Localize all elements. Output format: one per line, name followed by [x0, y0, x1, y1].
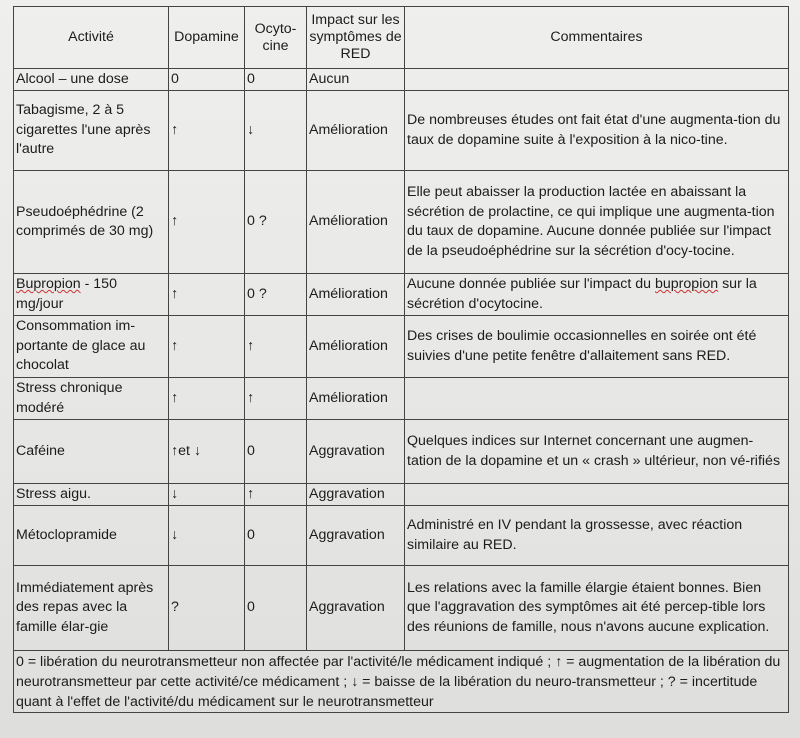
- cell-impact: Amélioration: [307, 316, 405, 378]
- header-ocytocine: Ocyto-cine: [245, 7, 307, 69]
- cell-impact: Aggravation: [307, 484, 405, 506]
- cell-commentaires: Administré en IV pendant la grossesse, avec réaction similaire au RED.: [405, 506, 789, 566]
- cell-ocytocine: ↓: [245, 91, 307, 171]
- cell-activite: Alcool – une dose: [14, 69, 169, 91]
- cell-impact: Aggravation: [307, 506, 405, 566]
- cell-activite: Stress aigu.: [14, 484, 169, 506]
- cell-activite: Métoclopramide: [14, 506, 169, 566]
- table-row: [14, 484, 789, 506]
- header-activite: Activité: [14, 7, 169, 69]
- cell-ocytocine: 0: [245, 69, 307, 91]
- spellcheck-word: bupropion: [655, 276, 719, 292]
- cell-dopamine: ?: [169, 566, 245, 651]
- cell-commentaires: [405, 378, 789, 420]
- cell-commentaires: Des crises de boulimie occasionnelles en soirée ont été suivies d'une petite fenêtre d'allaitement sans RED.: [405, 316, 789, 378]
- cell-dopamine: ↑: [169, 378, 245, 420]
- cell-dopamine: ↑: [169, 171, 245, 274]
- table-row: [14, 506, 789, 566]
- cell-ocytocine: 0 ?: [245, 274, 307, 316]
- cell-activite: Immédiatement après des repas avec la famille élar-gie: [14, 566, 169, 651]
- header-impact: Impact sur les symptômes de RED: [307, 7, 405, 69]
- spellcheck-word: Bupropion: [16, 276, 81, 292]
- cell-dopamine: ↑: [169, 316, 245, 378]
- activite-suffix: - 150 mg/jour: [16, 276, 117, 312]
- cell-ocytocine: 0: [245, 420, 307, 484]
- cell-activite: Pseudoéphédrine (2 comprimés de 30 mg): [14, 171, 169, 274]
- cell-dopamine: ↑: [169, 91, 245, 171]
- cell-activite: Caféine: [14, 420, 169, 484]
- table-row: [14, 171, 789, 274]
- cell-commentaires: De nombreuses études ont fait état d'une augmenta-tion du taux de dopamine suite à l'exposition à la nico-tine.: [405, 91, 789, 171]
- cell-ocytocine: ↑: [245, 378, 307, 420]
- cell-ocytocine: ↑: [245, 484, 307, 506]
- cell-activite: Stress chronique modéré: [14, 378, 169, 420]
- legend-row: [14, 651, 789, 713]
- table-row: [14, 69, 789, 91]
- cell-commentaires: [405, 274, 789, 316]
- cell-commentaires: [405, 69, 789, 91]
- cell-dopamine: 0: [169, 69, 245, 91]
- cell-commentaires: Les relations avec la famille élargie étaient bonnes. Bien que l'aggravation des symptômes ait été percep-tible lors des réunions de famille, nous n'avons aucune explication.: [405, 566, 789, 651]
- cell-impact: Aggravation: [307, 420, 405, 484]
- cell-commentaires: Quelques indices sur Internet concernant une augmen-tation de la dopamine et un « crash » ultérieur, non vé-rifiés: [405, 420, 789, 484]
- cell-ocytocine: ↑: [245, 316, 307, 378]
- table-row: [14, 91, 789, 171]
- table-row: [14, 566, 789, 651]
- cell-impact: Amélioration: [307, 171, 405, 274]
- table-row: [14, 274, 789, 316]
- cell-impact: Amélioration: [307, 91, 405, 171]
- cell-impact: Amélioration: [307, 274, 405, 316]
- header-commentaires: Commentaires: [405, 7, 789, 69]
- table-row: [14, 316, 789, 378]
- comment-suffix: sur la sécrétion d'ocytocine.: [407, 276, 757, 312]
- cell-activite: Consommation im-portante de glace au chocolat: [14, 316, 169, 378]
- table-row: [14, 420, 789, 484]
- cell-impact: Amélioration: [307, 378, 405, 420]
- cell-commentaires: [405, 484, 789, 506]
- cell-activite: [14, 274, 169, 316]
- cell-impact: Aggravation: [307, 566, 405, 651]
- cell-dopamine: ↓: [169, 506, 245, 566]
- cell-ocytocine: 0: [245, 506, 307, 566]
- cell-dopamine: ↑: [169, 274, 245, 316]
- header-row: [14, 7, 789, 69]
- red-activity-table: [13, 6, 789, 713]
- cell-dopamine: ↓: [169, 484, 245, 506]
- header-dopamine: Dopamine: [169, 7, 245, 69]
- table-row: [14, 378, 789, 420]
- table-legend: 0 = libération du neurotransmetteur non affectée par l'activité/le médicament indiqué ; ↑ = augmentation de la libération du neurotransmetteur par cette activité/ce médicament ; ↓ = baisse de la libération du neuro-transmetteur ; ? = incertitude quant à l'effet de l'activité/du médicament sur le neurotransmetteur: [14, 651, 789, 713]
- comment-prefix: Aucune donnée publiée sur l'impact du: [407, 276, 656, 292]
- cell-dopamine: ↑et ↓: [169, 420, 245, 484]
- cell-ocytocine: 0 ?: [245, 171, 307, 274]
- cell-impact: Aucun: [307, 69, 405, 91]
- cell-ocytocine: 0: [245, 566, 307, 651]
- cell-activite: Tabagisme, 2 à 5 cigarettes l'une après l'autre: [14, 91, 169, 171]
- cell-commentaires: Elle peut abaisser la production lactée en abaissant la sécrétion de prolactine, ce qui implique une augmenta-tion du taux de dopamine. Aucune donnée publiée sur l'impact de la pseudoéphédrine sur la sécrétion d'ocy-tocine.: [405, 171, 789, 274]
